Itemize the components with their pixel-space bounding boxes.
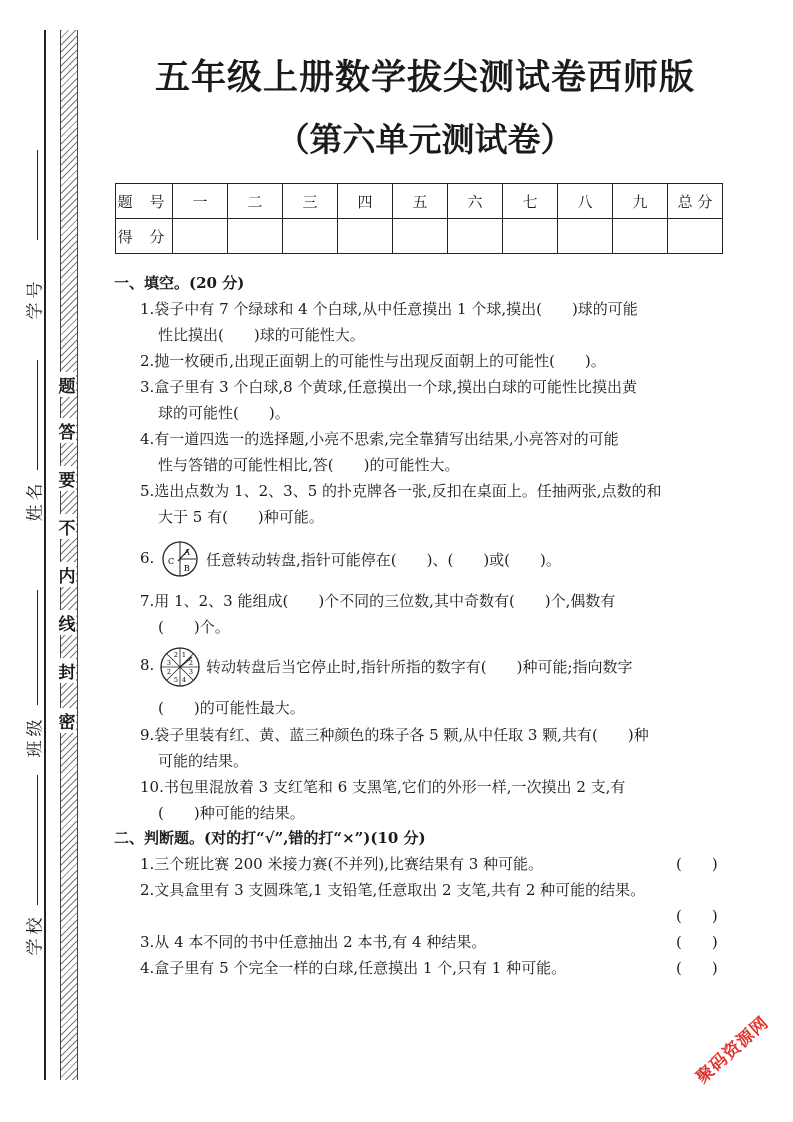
judge-q4-answer[interactable]: ( ): [676, 959, 718, 977]
score-cell-4: 四: [338, 184, 393, 219]
section1-heading: 一、填空。(20 分): [114, 274, 245, 292]
seal-char-7: 封: [58, 658, 76, 683]
judge-q2-answer[interactable]: ( ): [676, 907, 718, 925]
banji-label: 班级: [25, 715, 46, 758]
banji-underline: [37, 590, 38, 705]
spinner-abc-icon: [158, 540, 202, 578]
spinner-num-5: 2: [166, 668, 172, 676]
xuehao-label: 学号: [25, 277, 46, 320]
xuehao-underline: [37, 150, 38, 240]
q9-line-b: 可能的结果。: [158, 752, 249, 770]
seal-char-5: 内: [58, 562, 76, 587]
q7-line-b: ( )个。: [158, 618, 230, 636]
score-cell-total: 总 分: [668, 184, 723, 219]
q4-line-b: 性与答错的可能性相比,答( )的可能性大。: [158, 456, 460, 474]
score-table: [115, 183, 723, 254]
q6-number: 6.: [140, 549, 155, 567]
watermark: 聚码资源网: [692, 1012, 773, 1088]
q9-line-a: 9.袋子里装有红、黄、蓝三种颜色的珠子各 5 颗,从中任取 3 颗,共有( )种: [140, 726, 649, 744]
score-input-total[interactable]: [668, 219, 723, 254]
judge-q3-answer[interactable]: ( ): [676, 933, 718, 951]
q4-line-a: 4.有一道四选一的选择题,小亮不思索,完全靠猜写出结果,小亮答对的可能: [140, 430, 619, 448]
page-title: 五年级上册数学拔尖测试卷西师版: [154, 58, 695, 98]
seal-char-6: 线: [58, 610, 76, 635]
spinner-num-2: 3: [188, 668, 194, 676]
score-cell-1: 一: [173, 184, 228, 219]
score-cell-9: 九: [613, 184, 668, 219]
judge-q3: 3.从 4 本不同的书中任意抽出 2 本书,有 4 种结果。: [140, 933, 487, 951]
score-cell-header: 题 号: [116, 184, 173, 219]
binding-margin: [0, 0, 96, 1122]
xingming-underline: [37, 360, 38, 470]
seal-char-8: 密: [58, 708, 76, 733]
score-cell-5: 五: [393, 184, 448, 219]
q3-line-b: 球的可能性( )。: [158, 404, 290, 422]
q6-line: 任意转动转盘,指针可能停在( )、( )或( )。: [206, 551, 561, 569]
score-cell-6: 六: [448, 184, 503, 219]
judge-q2: 2.文具盒里有 3 支圆珠笔,1 支铅笔,任意取出 2 支笔,共有 2 种可能的结果。: [140, 881, 646, 899]
score-cell-7: 七: [503, 184, 558, 219]
spinner-num-0: 1: [181, 651, 187, 659]
spinner-label-a: A: [184, 548, 190, 557]
q1-line-b: 性比摸出( )球的可能性大。: [158, 326, 365, 344]
score-table-header-row: [116, 184, 723, 219]
score-row-label: 得 分: [116, 219, 173, 254]
spinner-num-3: 4: [181, 676, 187, 684]
score-cell-2: 二: [228, 184, 283, 219]
xuexiao-underline: [37, 775, 38, 905]
score-input-5[interactable]: [393, 219, 448, 254]
seal-char-4: 不: [58, 514, 76, 539]
spinner-num-7: 2: [173, 651, 179, 659]
spinner-num-4: 5: [173, 676, 179, 684]
score-input-9[interactable]: [613, 219, 668, 254]
xuexiao-label: 学校: [25, 913, 46, 956]
judge-q1-answer[interactable]: ( ): [676, 855, 718, 873]
q8-line-a: 转动转盘后当它停止时,指针所指的数字有( )种可能;指向数字: [206, 658, 633, 676]
q5-line-a: 5.选出点数为 1、2、3、5 的扑克牌各一张,反扣在桌面上。任抽两张,点数的和: [140, 482, 662, 500]
score-input-7[interactable]: [503, 219, 558, 254]
margin-hatch-band: [60, 30, 78, 1080]
score-cell-8: 八: [558, 184, 613, 219]
spinner-number-icon: [158, 645, 202, 689]
seal-char-2: 答: [58, 418, 76, 443]
score-input-1[interactable]: [173, 219, 228, 254]
judge-q1: 1.三个班比赛 200 米接力赛(不并列),比赛结果有 3 种可能。: [140, 855, 544, 873]
score-input-4[interactable]: [338, 219, 393, 254]
score-input-3[interactable]: [283, 219, 338, 254]
q7-line-a: 7.用 1、2、3 能组成( )个不同的三位数,其中奇数有( )个,偶数有: [140, 592, 616, 610]
spinner-num-6: 3: [166, 659, 172, 667]
xingming-label: 姓名: [25, 479, 46, 522]
score-table-score-row: [116, 219, 723, 254]
spinner-num-1: 2: [188, 659, 194, 667]
score-cell-3: 三: [283, 184, 338, 219]
judge-q4: 4.盒子里有 5 个完全一样的白球,任意摸出 1 个,只有 1 种可能。: [140, 959, 567, 977]
q2-line: 2.抛一枚硬币,出现正面朝上的可能性与出现反面朝上的可能性( )。: [140, 352, 606, 370]
q5-line-b: 大于 5 有( )种可能。: [158, 508, 324, 526]
q8-line-b: ( )的可能性最大。: [158, 699, 305, 717]
spinner-label-c: C: [167, 557, 175, 566]
q10-line-b: ( )种可能的结果。: [158, 804, 305, 822]
q8-number: 8.: [140, 656, 155, 674]
section2-heading: 二、判断题。(对的打“√”,错的打“×”)(10 分): [114, 829, 426, 847]
q10-line-a: 10.书包里混放着 3 支红笔和 6 支黑笔,它们的外形一样,一次摸出 2 支,有: [140, 778, 626, 796]
score-input-8[interactable]: [558, 219, 613, 254]
seal-char-3: 要: [58, 466, 76, 491]
q3-line-a: 3.盒子里有 3 个白球,8 个黄球,任意摸出一个球,摸出白球的可能性比摸出黄: [140, 378, 638, 396]
q1-line-a: 1.袋子中有 7 个绿球和 4 个白球,从中任意摸出 1 个球,摸出( )球的可能: [140, 300, 638, 318]
score-input-6[interactable]: [448, 219, 503, 254]
seal-char-1: 题: [58, 372, 76, 397]
spinner-label-b: B: [184, 564, 190, 573]
page-subtitle: （第六单元测试卷）: [276, 120, 574, 159]
score-input-2[interactable]: [228, 219, 283, 254]
